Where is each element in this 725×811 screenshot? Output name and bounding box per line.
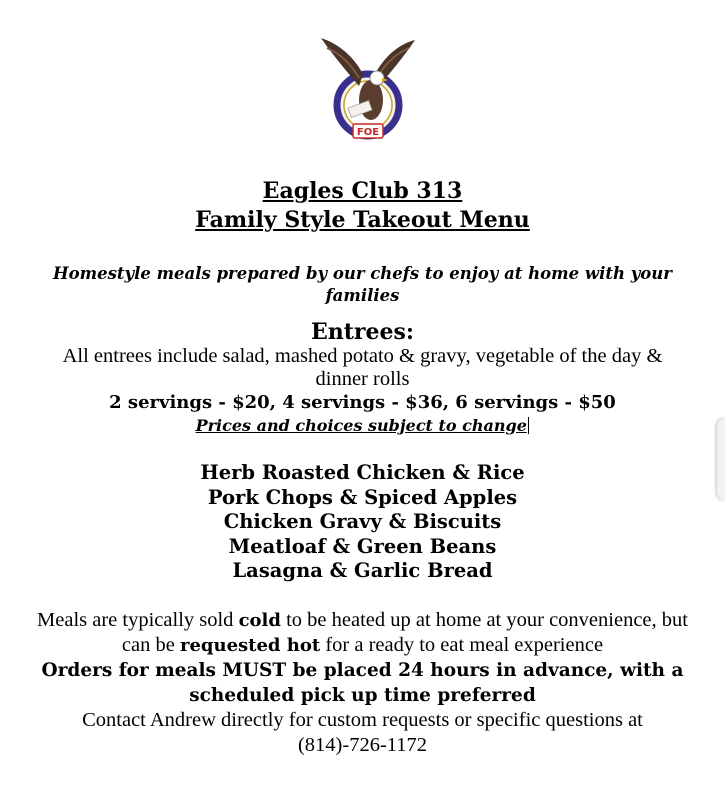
logo-badge-text: FOE <box>356 127 380 138</box>
note-bold-cold: cold <box>238 609 281 631</box>
list-item: Pork Chops & Spiced Apples <box>207 485 518 509</box>
serving-note <box>36 608 689 658</box>
side-panel-handle[interactable] <box>717 418 725 500</box>
note-text: Meals are typically sold <box>37 608 239 631</box>
menu-title: Family Style Takeout Menu <box>195 207 530 233</box>
note-bold-hot: requested hot <box>179 634 321 656</box>
note-text: to be heated up at home at your convenience, but can be <box>121 608 688 656</box>
entrees-description: All entrees include salad, mashed potato & gravy, vegetable of the day & dinner rolls <box>62 345 663 390</box>
club-title: Eagles Club 313 <box>262 178 463 204</box>
price-notice <box>0 415 725 437</box>
note-text: for a ready to eat meal experience <box>320 633 604 656</box>
entree-list <box>0 461 725 584</box>
serving-prices: 2 servings - $20, 4 servings - $36, 6 servings - $50 <box>109 392 616 413</box>
entrees-heading: Entrees: <box>310 319 415 345</box>
menu-document <box>0 177 725 758</box>
list-item: Lasagna & Garlic Bread <box>232 559 493 582</box>
tagline: Homestyle meals prepared by our chefs to enjoy at home with your families <box>53 264 672 305</box>
eagle-emblem-icon <box>319 34 417 144</box>
price-notice-text: Prices and choices subject to change <box>195 416 527 435</box>
list-item: Meatloaf & Green Beans <box>228 534 497 558</box>
list-item: Chicken Gravy & Biscuits <box>223 510 502 533</box>
contact-phone[interactable]: (814)-726-1172 <box>297 733 428 756</box>
eagles-logo <box>319 34 417 144</box>
orders-notice: Orders for meals MUST be placed 24 hours in advance, with a scheduled pick up time preferred <box>41 659 684 706</box>
text-cursor <box>528 417 530 434</box>
list-item: Herb Roasted Chicken & Rice <box>200 461 525 484</box>
contact-text: Contact Andrew directly for custom requests or specific questions at <box>82 708 643 731</box>
